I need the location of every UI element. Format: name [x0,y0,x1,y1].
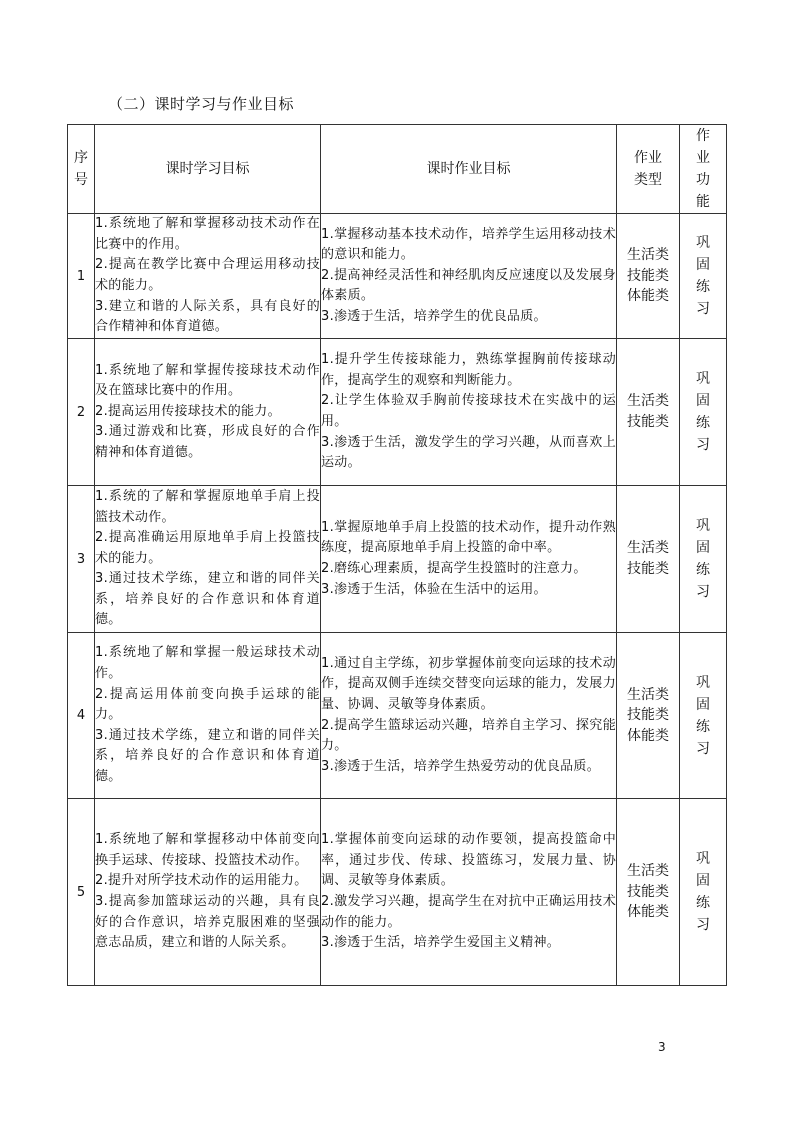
goals-table [67,124,727,986]
homework-function-cell: 巩 固 练 习 [680,486,727,633]
homework-goals-cell: 1.提升学生传接球能力，熟练掌握胸前传接球动作，提高学生的观察和判断能力。 2.让学生体验双手胸前传接球技术在实战中的运用。 3.渗透于生活，激发学生的学习兴趣，从而喜欢上运动。 [321,339,617,486]
homework-type-cell: 生活类 技能类 体能类 [617,633,680,799]
study-goals-cell: 1.系统地了解和掌握一般运球技术动作。 2.提高运用体前变向换手运球的能力。 3.通过技术学练，建立和谐的同伴关系，培养良好的合作意识和体育道德。 [95,633,321,799]
header-homework-goal: 课时作业目标 [321,125,617,214]
homework-function-cell: 巩 固 练 习 [680,799,727,986]
row-number: 2 [68,339,95,486]
header-homework-function: 作 业 功 能 [680,125,727,214]
header-homework-type: 作业 类型 [617,125,680,214]
table-row [68,214,727,339]
row-number: 3 [68,486,95,633]
table-row [68,799,727,986]
page-number: 3 [658,1040,666,1054]
header-study-goal: 课时学习目标 [95,125,321,214]
row-number: 5 [68,799,95,986]
row-number: 1 [68,214,95,339]
homework-goals-cell: 1.掌握体前变向运球的动作要领，提高投篮命中率，通过步伐、传球、投篮练习，发展力量、协调、灵敏等身体素质。 2.激发学习兴趣，提高学生在对抗中正确运用技术动作的能力。 3.渗透于生活，培养学生爱国主义精神。 [321,799,617,986]
homework-type-cell: 生活类 技能类 [617,486,680,633]
study-goals-cell: 1.系统地了解和掌握移动中体前变向换手运球、传接球、投篮技术动作。 2.提升对所学技术动作的运用能力。 3.提高参加篮球运动的兴趣，具有良好的合作意识，培养克服困难的坚强意志品质，建立和谐的人际关系。 [95,799,321,986]
homework-goals-cell: 1.掌握原地单手肩上投篮的技术动作，提升动作熟练度，提高原地单手肩上投篮的命中率。 2.磨练心理素质，提高学生投篮时的注意力。 3.渗透于生活，体验在生活中的运用。 [321,486,617,633]
homework-function-cell: 巩 固 练 习 [680,633,727,799]
study-goals-cell: 1.系统的了解和掌握原地单手肩上投篮技术动作。 2.提高准确运用原地单手肩上投篮技术的能力。 3.通过技术学练，建立和谐的同伴关系，培养良好的合作意识和体育道德。 [95,486,321,633]
row-number: 4 [68,633,95,799]
section-title: （二）课时学习与作业目标 [108,95,295,113]
homework-function-cell: 巩 固 练 习 [680,339,727,486]
header-no: 序 号 [68,125,95,214]
homework-type-cell: 生活类 技能类 [617,339,680,486]
table-header-row [68,125,727,214]
table-row [68,339,727,486]
table-row [68,486,727,633]
study-goals-cell: 1.系统地了解和掌握传接球技术动作及在篮球比赛中的作用。 2.提高运用传接球技术的能力。 3.通过游戏和比赛，形成良好的合作精神和体育道德。 [95,339,321,486]
homework-goals-cell: 1.掌握移动基本技术动作，培养学生运用移动技术的意识和能力。 2.提高神经灵活性和神经肌肉反应速度以及发展身体素质。 3.渗透于生活，培养学生的优良品质。 [321,214,617,339]
homework-function-cell: 巩 固 练 习 [680,214,727,339]
table-row [68,633,727,799]
homework-goals-cell: 1.通过自主学练，初步掌握体前变向运球的技术动作，提高双侧手连续交替变向运球的能力，发展力量、协调、灵敏等身体素质。 2.提高学生篮球运动兴趣，培养自主学习、探究能力。 3.渗透于生活，培养学生热爱劳动的优良品质。 [321,633,617,799]
homework-type-cell: 生活类 技能类 体能类 [617,214,680,339]
homework-type-cell: 生活类 技能类 体能类 [617,799,680,986]
study-goals-cell: 1.系统地了解和掌握移动技术动作在比赛中的作用。 2.提高在教学比赛中合理运用移动技术的能力。 3.建立和谐的人际关系，具有良好的合作精神和体育道德。 [95,214,321,339]
